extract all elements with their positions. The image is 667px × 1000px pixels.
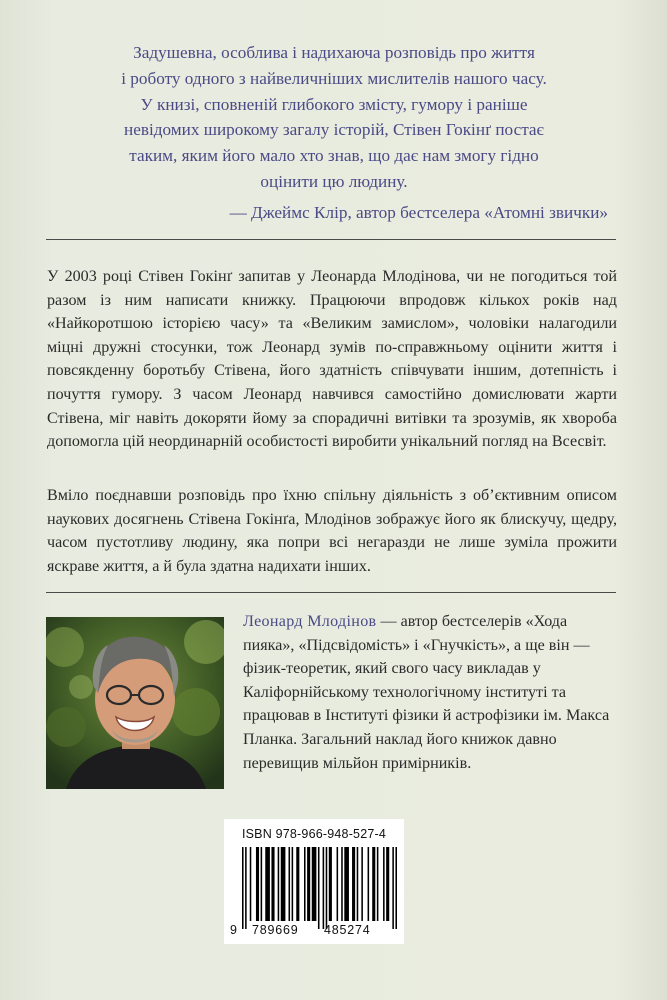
barcode-bar [337,847,339,921]
barcode-digits-left: 789669 [252,923,299,937]
barcode-bar [281,847,286,921]
barcode-bar [383,847,385,921]
barcode-bar [352,847,355,921]
description-paragraph-2 [47,484,617,578]
barcode-bars [224,819,404,944]
barcode-bar [344,847,349,921]
barcode-digits-right: 485274 [324,923,371,937]
quote-attribution: — Джеймс Клір, автор бестселера «Атомні звички» [229,203,608,222]
barcode-bar [318,847,320,929]
barcode-bar [242,847,244,929]
barcode-bar [377,847,379,921]
barcode-bar [326,847,328,929]
barcode-bar [323,847,325,929]
barcode-bar [386,847,389,921]
barcode-bar [278,847,280,921]
barcode-bar [245,847,247,929]
quote-line: таким, яким його мало хто знав, що дає нам змогу гідно [129,146,539,166]
isbn-label: ISBN 978-966-948-527-4 [241,827,387,841]
barcode-bar [304,847,306,921]
endorsement-quote [56,40,612,195]
quote-line: невідомих широкому загалу історій, Стівен Гокінґ постає [124,120,544,140]
barcode-bar [312,847,317,921]
author-photo [46,617,224,789]
paragraph-text: Вміло поєднавши розповідь про їхню спільну діяльність з об’єктивним описом наукових досягнень Стівена Гокінґа, Млодінов зображує його як блискучу, щедру, часом пустотливу людину, яка попри всі негаразди не лише зуміла прожити яскраве життя, а й була здатна надихати інших. [47,487,617,575]
author-bio-text: — автор бестселерів «Хода пияка», «Підсвідомість» і «Гнучкість», а ще він — фізик-теоретик, який свого часу викладав у Каліфорнійському технологічному інституті та працював в Інституті фізики й астрофізики ім. Макса Планка. Загальний наклад його книжок давно перевищив мільйон примірників. [243,613,610,772]
barcode-bar [392,847,394,929]
quote-line: і роботу одного з найвеличніших мислителів нашого часу. [121,68,547,88]
quote-line: У книзі, сповненій глибокого змісту, гумору і раніше [140,94,528,114]
barcode-bar [296,847,299,921]
barcode-bar [341,847,343,921]
author-name: Леонард Млодінов [243,613,377,630]
paragraph-text: У 2003 році Стівен Гокінґ запитав у Леонарда Млодінова, чи не погодиться той разом із ним написати книжку. Працюючи впродовж кількох років над «Найкоротшою історією часу» та «Великим замислом», чоловіки налагодили міцні дружні стосунки, тож Леонард зумів по-справжньому оцінити життя і повсякденну боротьбу Стівена, його здатність співчувати іншим, дотепність і почуття гумору. З часом Леонард навчився самостійно домислювати жарти Стівена, міг навіть докоряти йому за спорадичні витівки та зрозумів, як хвороба допомогла цій неординарній особистості виробити унікальний погляд на Всесвіт. [47,268,617,451]
barcode-bar [307,847,310,921]
barcode-bar [292,847,294,921]
barcode-bar [265,847,270,921]
description-paragraph-1 [47,265,617,454]
barcode-bar [256,847,259,921]
barcode-bar [395,847,397,929]
divider-top [46,239,616,240]
barcode-bar [289,847,291,921]
barcode-bar [372,847,375,921]
barcode-digit-first: 9 [230,923,238,937]
barcode-bar [368,847,370,921]
author-portrait-image [46,617,224,789]
barcode [224,819,404,944]
barcode-bar [361,847,363,921]
barcode-bar [357,847,359,921]
barcode-bar [329,847,332,921]
author-bio [243,610,621,775]
barcode-bar [250,847,252,921]
barcode-bar [271,847,274,921]
quote-line: Задушевна, особлива і надихаюча розповідь про життя [133,43,535,62]
quote-line: оцінити цю людину. [260,171,408,191]
divider-bottom [46,592,616,593]
barcode-bar [261,847,263,921]
